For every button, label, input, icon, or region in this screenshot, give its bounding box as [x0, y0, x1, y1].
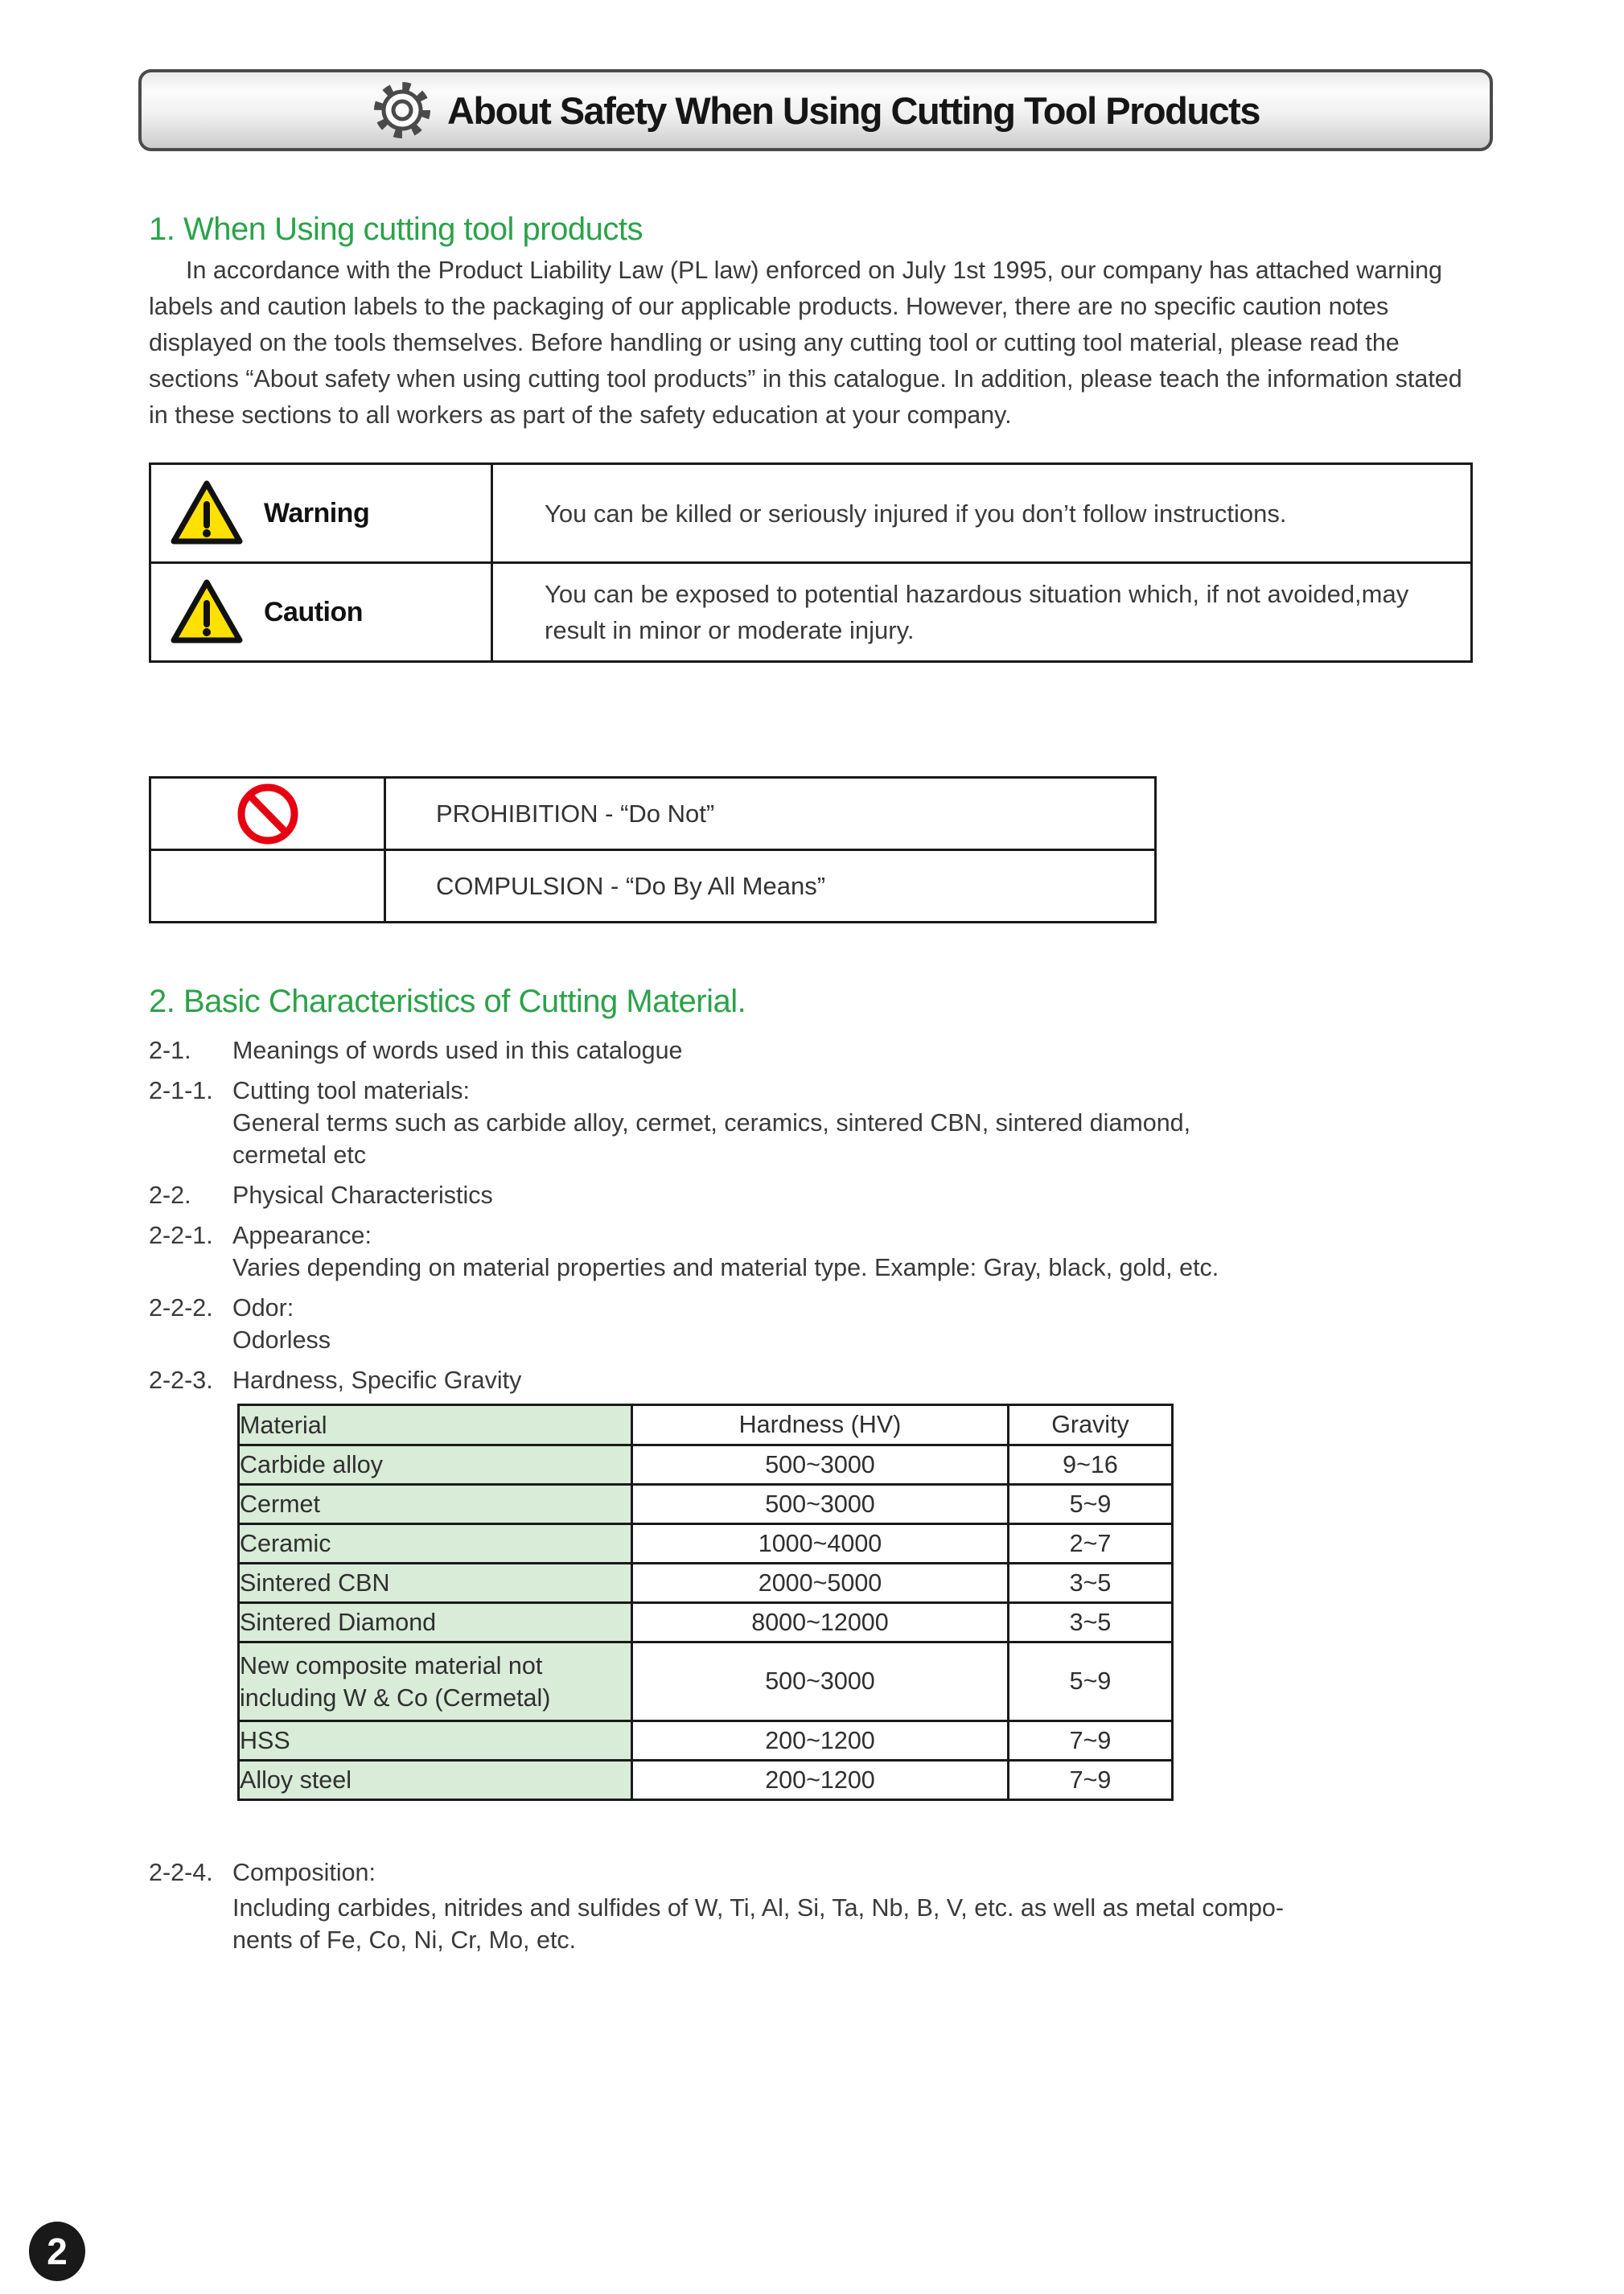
- table-row: [239, 1761, 1173, 1800]
- warning-label: Warning: [264, 497, 370, 528]
- gravity-cell: 9~16: [1009, 1445, 1173, 1485]
- gravity-cell: 5~9: [1009, 1642, 1173, 1721]
- column-header-material: Material: [239, 1405, 632, 1445]
- page-title-banner: [138, 69, 1493, 151]
- material-cell: Ceramic: [239, 1524, 632, 1564]
- list-item-2-2: [149, 1179, 1508, 1211]
- caution-label-cell: [151, 564, 493, 660]
- section-1-paragraph: In accordance with the Product Liability Law (PL law) enforced on July 1st 1995, our company has attached warning labels and caution labels to the packaging of our applicable products. However, there are no specific caution notes displayed on the tools themselves. Before handling or using any cutting tool or cutting tool material, please read the sections “About safety when using cutting tool products” in this catalogue. In addition, please teach the information stated in these sections to all workers as part of the safety education at your company.: [149, 257, 1462, 429]
- item-text: Meanings of words used in this catalogue: [232, 1037, 683, 1064]
- list-item-2-2-1: [149, 1219, 1508, 1252]
- section-2-heading: 2. Basic Characteristics of Cutting Material.: [149, 984, 746, 1019]
- table-row: [239, 1603, 1173, 1642]
- item-number: 2-2-2.: [149, 1294, 213, 1322]
- item-detail: Varies depending on material properties and material type. Example: Gray, black, gold, etc.: [232, 1254, 1219, 1281]
- item-number: 2-2-3.: [149, 1367, 213, 1394]
- table-row: [239, 1564, 1173, 1603]
- hardness-cell: 200~1200: [632, 1721, 1009, 1761]
- hardness-cell: 500~3000: [632, 1485, 1009, 1524]
- list-item-2-2-4: [149, 1856, 1516, 1956]
- material-cell: Sintered CBN: [239, 1564, 632, 1603]
- caution-triangle-icon: [169, 578, 245, 647]
- prohibition-text: PROHIBITION - “Do Not”: [436, 799, 715, 828]
- item-number: 2-1.: [149, 1037, 191, 1064]
- item-row: [149, 1856, 1516, 1889]
- item-text: Appearance:: [232, 1222, 372, 1249]
- item-number: 2-2-4.: [149, 1859, 213, 1886]
- table-row: [151, 779, 1154, 849]
- section-1: [149, 211, 1474, 434]
- list-item-2-1: [149, 1034, 1508, 1067]
- compulsion-text: COMPULSION - “Do By All Means”: [436, 871, 826, 900]
- list-item-2-2-3: [149, 1364, 1508, 1396]
- hardness-cell: 2000~5000: [632, 1564, 1009, 1603]
- item-number: 2-1-1.: [149, 1077, 213, 1104]
- page-number: 2: [47, 2230, 68, 2272]
- table-row: [151, 849, 1154, 921]
- page-number-badge: [29, 2222, 85, 2281]
- warning-triangle-icon: [169, 479, 245, 548]
- material-cell: Sintered Diamond: [239, 1603, 632, 1642]
- hardness-gravity-table: [237, 1404, 1174, 1801]
- prohibition-icon-cell: [151, 779, 386, 849]
- item-detail: General terms such as carbide alloy, cermet, ceramics, sintered CBN, sintered diamond,: [232, 1109, 1191, 1137]
- column-header-gravity: Gravity: [1009, 1405, 1173, 1445]
- table-row: [151, 465, 1470, 561]
- hardness-cell: 1000~4000: [632, 1524, 1009, 1564]
- material-cell: Cermet: [239, 1485, 632, 1524]
- gravity-cell: 5~9: [1009, 1485, 1173, 1524]
- item-number: 2-2-1.: [149, 1222, 213, 1249]
- warning-label-cell: [151, 465, 493, 561]
- gravity-cell: 7~9: [1009, 1721, 1173, 1761]
- material-cell: Alloy steel: [239, 1761, 632, 1800]
- warning-description: You can be killed or seriously injured if you don’t follow instructions.: [545, 499, 1287, 528]
- gravity-cell: 7~9: [1009, 1761, 1173, 1800]
- hardness-cell: 200~1200: [632, 1761, 1009, 1800]
- symbol-table: [149, 776, 1157, 923]
- item-text: Cutting tool materials:: [232, 1077, 470, 1104]
- hardness-cell: 500~3000: [632, 1642, 1009, 1721]
- item-detail: nents of Fe, Co, Ni, Cr, Mo, etc.: [232, 1926, 577, 1954]
- item-text: Physical Characteristics: [232, 1182, 493, 1209]
- item-detail: Odorless: [232, 1326, 331, 1354]
- list-item-2-2-2: [149, 1292, 1508, 1324]
- item-number: 2-2.: [149, 1182, 191, 1209]
- list-item-2-1-1: [149, 1075, 1508, 1107]
- caution-description: You can be exposed to potential hazardous situation which, if not avoided,may result in minor or moderate injury.: [545, 580, 1409, 644]
- gravity-cell: 2~7: [1009, 1524, 1173, 1564]
- table-header-row: [239, 1405, 1173, 1445]
- gravity-cell: 3~5: [1009, 1603, 1173, 1642]
- material-cell: Carbide alloy: [239, 1445, 632, 1485]
- material-cell: HSS: [239, 1721, 632, 1761]
- caution-label: Caution: [264, 596, 364, 627]
- material-cell: New composite material not including W & Co (Cermetal): [239, 1642, 632, 1721]
- compulsion-icon-cell: [151, 851, 386, 921]
- hardness-cell: 8000~12000: [632, 1603, 1009, 1642]
- item-text: Odor:: [232, 1294, 294, 1322]
- item-text: Composition:: [232, 1859, 376, 1886]
- item-detail: Including carbides, nitrides and sulfides of W, Ti, Al, Si, Ta, Nb, B, V, etc. as well as metal compo-: [232, 1894, 1285, 1922]
- table-row: [239, 1485, 1173, 1524]
- signal-word-table: [149, 462, 1473, 663]
- prohibition-icon: [235, 781, 301, 847]
- hardness-cell: 500~3000: [632, 1445, 1009, 1485]
- table-row: [239, 1721, 1173, 1761]
- gear-icon: [372, 80, 433, 141]
- column-header-hardness: Hardness (HV): [632, 1405, 1009, 1445]
- table-row: [239, 1642, 1173, 1721]
- page-title: About Safety When Using Cutting Tool Products: [447, 88, 1260, 132]
- table-row: [151, 561, 1470, 660]
- item-detail: cermetal etc: [232, 1141, 367, 1169]
- section-2: [149, 983, 1508, 1404]
- table-row: [239, 1524, 1173, 1564]
- item-text: Hardness, Specific Gravity: [232, 1367, 522, 1394]
- gravity-cell: 3~5: [1009, 1564, 1173, 1603]
- section-1-heading: 1. When Using cutting tool products: [149, 212, 643, 247]
- table-row: [239, 1445, 1173, 1485]
